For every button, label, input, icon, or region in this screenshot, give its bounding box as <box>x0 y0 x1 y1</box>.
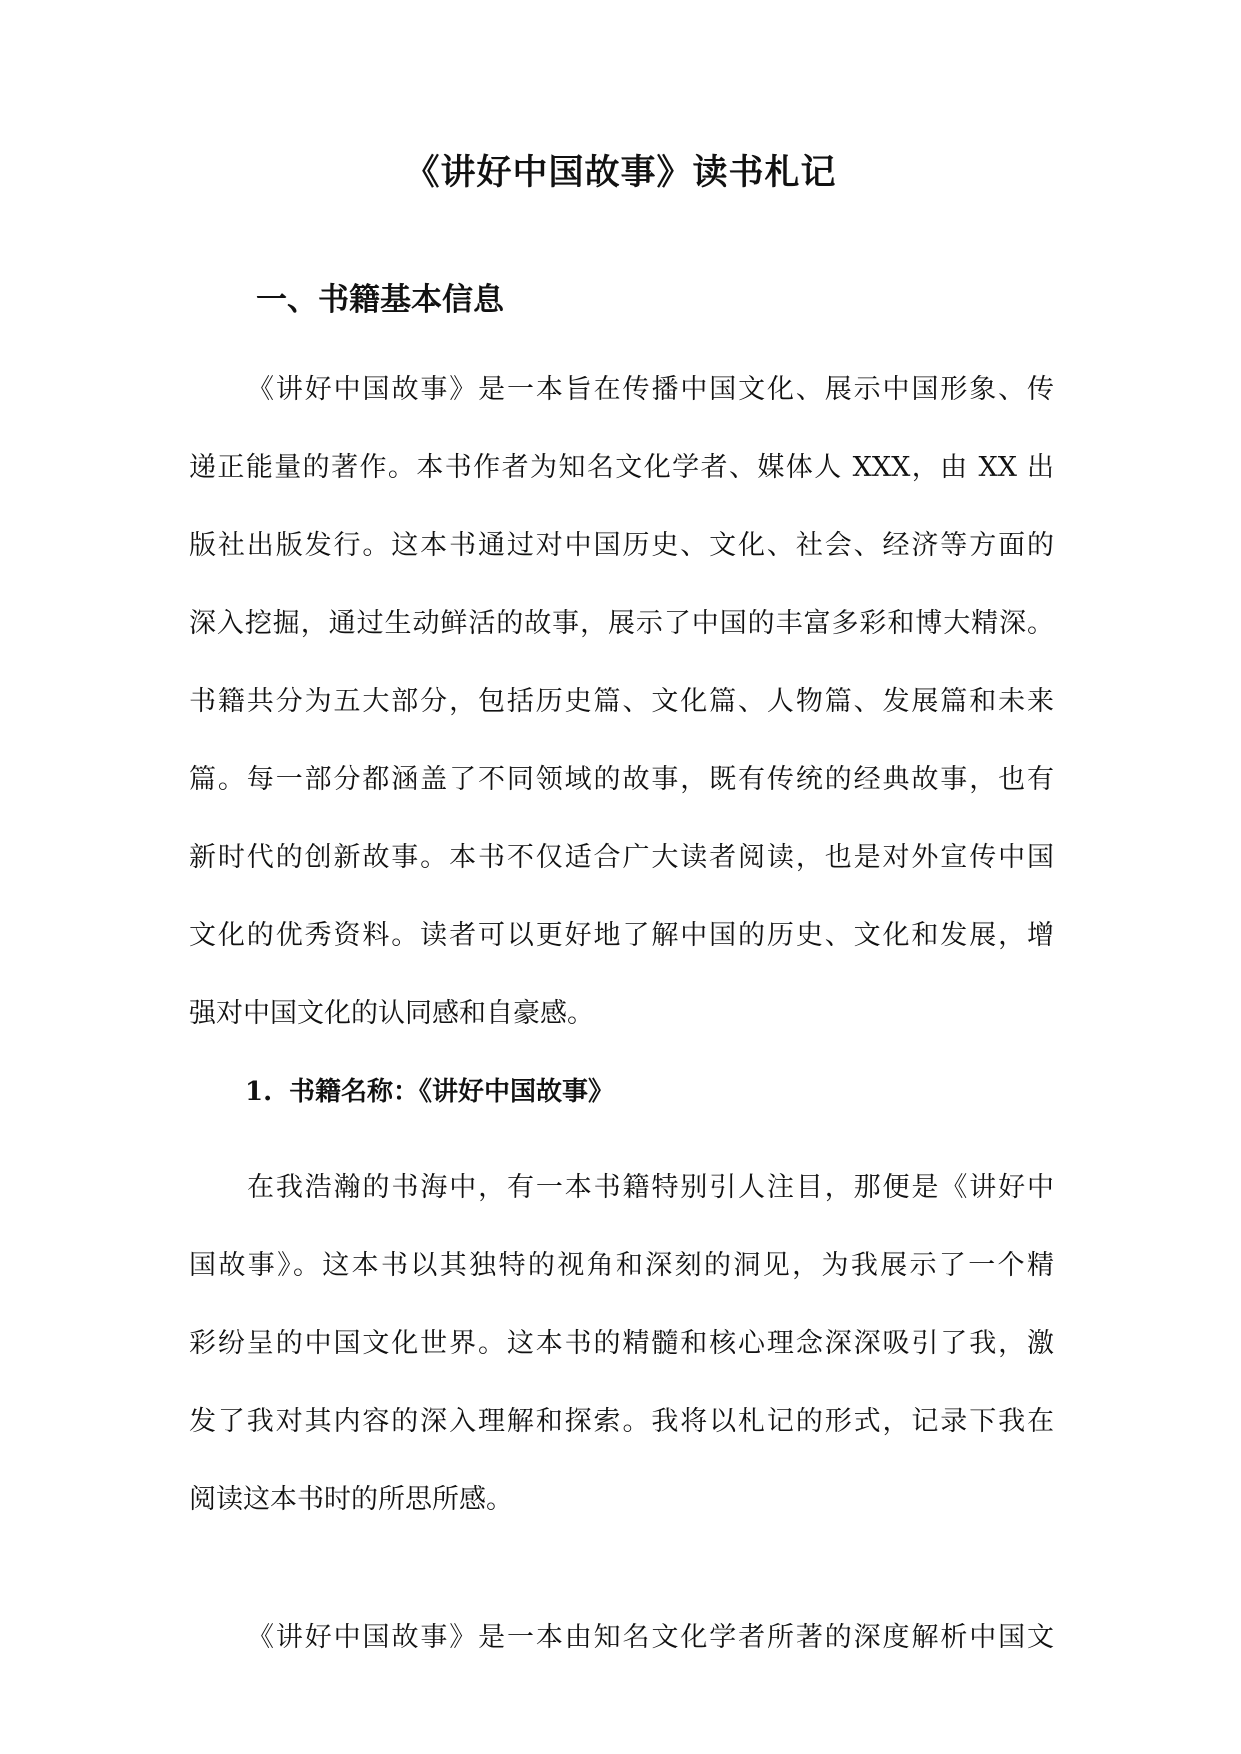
paragraph-line: 篇。每一部分都涵盖了不同领域的故事，既有传统的经典故事，也有 <box>189 764 1054 795</box>
paragraph-book-intro <box>189 1149 1054 1539</box>
document-title: 《讲好中国故事》读书札记 <box>404 152 837 193</box>
paragraph-line: 《讲好中国故事》是一本由知名文化学者所著的深度解析中国文 <box>247 1622 1054 1653</box>
paragraph-line: 强对中国文化的认同感和自豪感。 <box>189 998 594 1029</box>
paragraph-line: 版社出版发行。这本书通过对中国历史、文化、社会、经济等方面的 <box>189 530 1054 561</box>
paragraph-basic-info <box>189 351 1054 1053</box>
paragraph-line: 新时代的创新故事。本书不仅适合广大读者阅读，也是对外宣传中国 <box>189 842 1054 873</box>
paragraph-line: 阅读这本书时的所思所感。 <box>189 1484 513 1515</box>
subsection-heading-text: 书籍名称：《讲好中国故事》 <box>289 1077 615 1107</box>
paragraph-line: 文化的优秀资料。读者可以更好地了解中国的历史、文化和发展，增 <box>189 920 1054 951</box>
paragraph-line: 彩纷呈的中国文化世界。这本书的精髓和核心理念深深吸引了我，激 <box>189 1328 1054 1359</box>
paragraph-line: 递正能量的著作。本书作者为知名文化学者、媒体人 XXX，由 XX 出 <box>189 452 1054 483</box>
paragraph-line: 《讲好中国故事》是一本旨在传播中国文化、展示中国形象、传 <box>247 374 1054 405</box>
paragraph-line: 书籍共分为五大部分，包括历史篇、文化篇、人物篇、发展篇和未来 <box>189 686 1054 717</box>
paragraph-line: 在我浩瀚的书海中，有一本书籍特别引人注目，那便是《讲好中 <box>247 1172 1054 1203</box>
section-heading-basic-info: 一、书籍基本信息 <box>256 282 504 318</box>
paragraph-line: 发了我对其内容的深入理解和探索。我将以札记的形式，记录下我在 <box>189 1406 1054 1437</box>
paragraph-book-analysis <box>189 1599 1054 1677</box>
subsection-heading-book-name <box>245 1072 614 1112</box>
paragraph-line: 国故事》。这本书以其独特的视角和深刻的洞见，为我展示了一个精 <box>189 1250 1054 1281</box>
subsection-number: 1. <box>245 1077 273 1107</box>
paragraph-line: 深入挖掘，通过生动鲜活的故事，展示了中国的丰富多彩和博大精深。 <box>189 608 1054 639</box>
